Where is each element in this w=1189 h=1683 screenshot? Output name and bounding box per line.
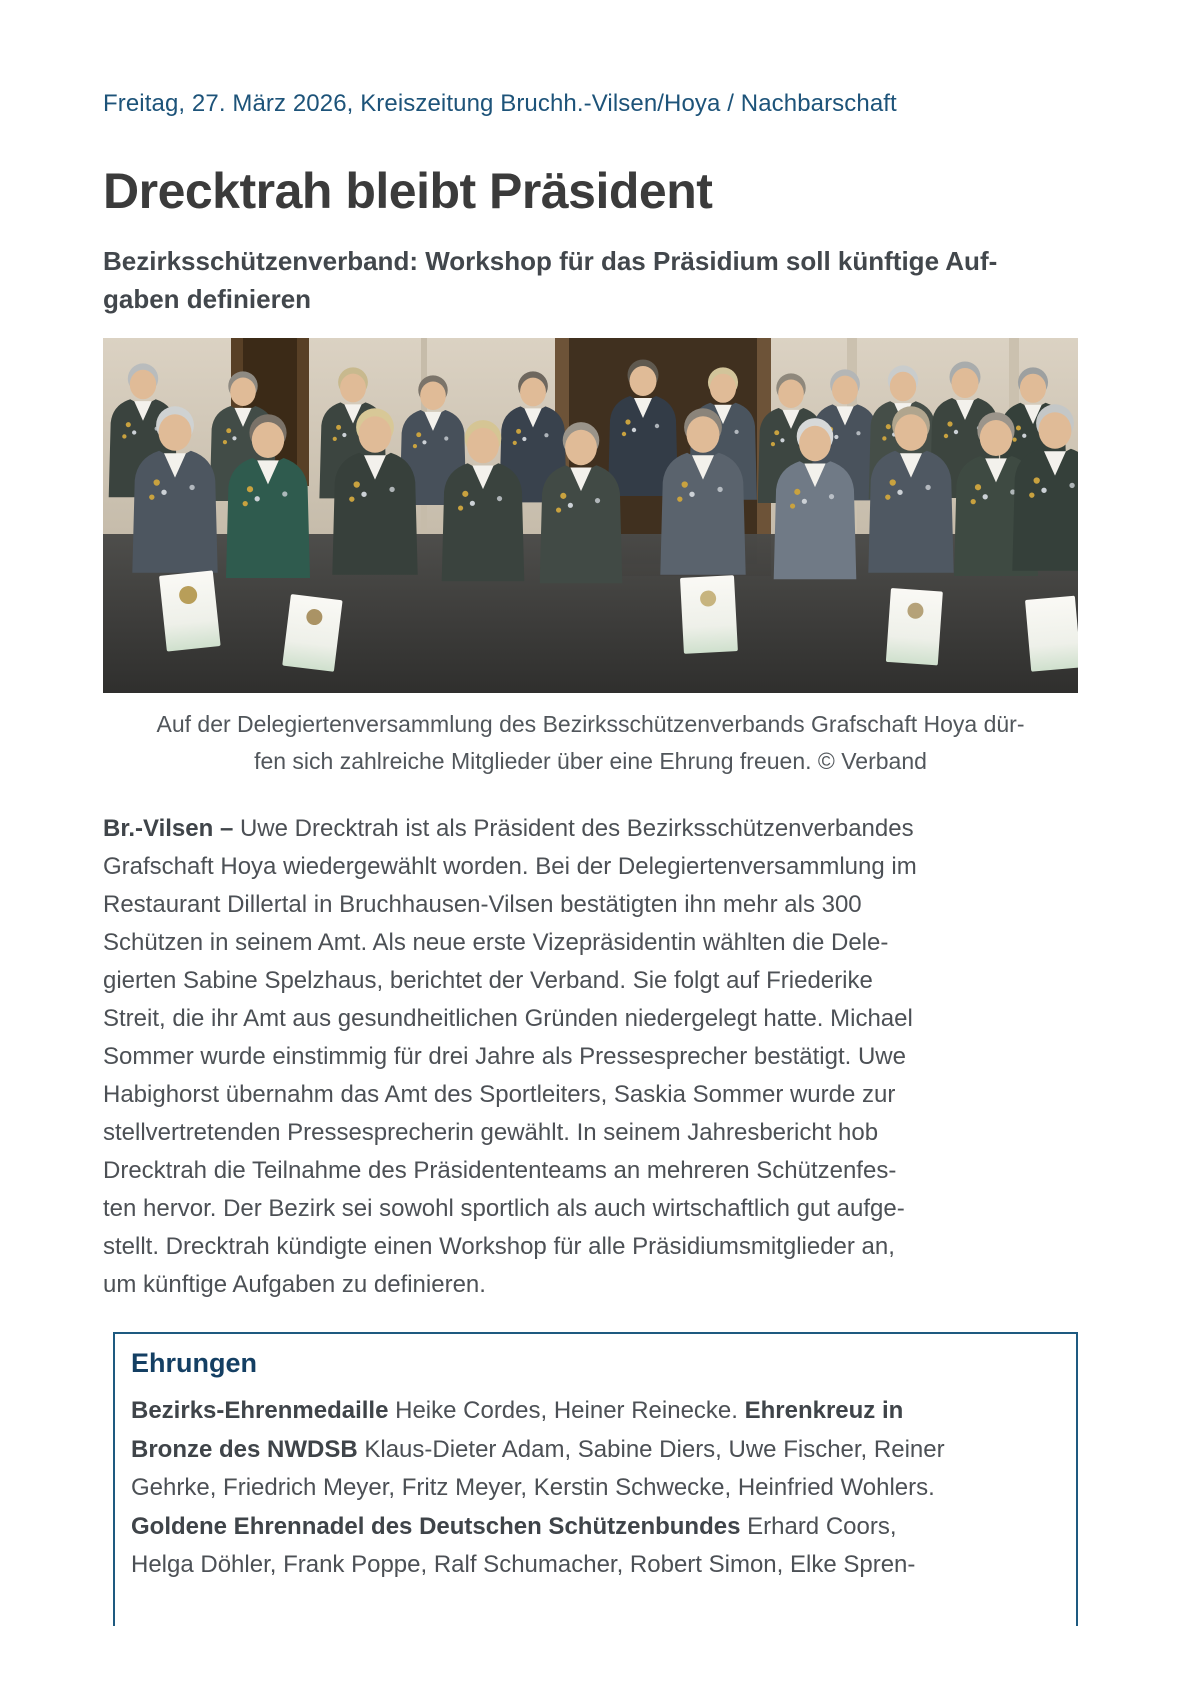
dateline: Freitag, 27. März 2026, Kreiszeitung Bruchh.-Vilsen/Hoya / Nachbarschaft (103, 90, 897, 117)
article-subheadline (103, 242, 1078, 318)
text-line: Restaurant Dillertal in Bruchhausen-Vilsen bestätigten ihn mehr als 300 (103, 891, 862, 918)
text-line: um künftige Aufgaben zu definieren. (103, 1271, 486, 1298)
text-line: stellvertretenden Pressesprecherin gewählt. In seinem Jahresbericht hob (103, 1119, 879, 1146)
text-line: stellt. Drecktrah kündigte einen Workshop für alle Präsidiumsmitglieder an, (103, 1233, 895, 1260)
text-line: gierten Sabine Spelzhaus, berichtet der Verband. Sie folgt auf Friederike (103, 967, 873, 994)
text-line: Grafschaft Hoya wiedergewählt worden. Bei der Delegiertenversammlung im (103, 853, 917, 880)
text-line: Bezirksschützenverband: Workshop für das Präsidium soll künftige Auf- (103, 246, 998, 276)
text-line: Helga Döhler, Frank Poppe, Ralf Schumacher, Robert Simon, Elke Spren- (131, 1551, 916, 1578)
honors-box-body (131, 1392, 1056, 1585)
text-line: gaben definieren (103, 284, 312, 314)
text-line: Drecktrah die Teilnahme des Präsidententeams an mehreren Schützenfes- (103, 1157, 897, 1184)
text-line: Goldene Ehrennadel des Deutschen Schützenbundes Erhard Coors, (131, 1512, 897, 1540)
text-line: Schützen in seinem Amt. Als neue erste Vizepräsidentin wählten die Dele- (103, 929, 889, 956)
text-line: Auf der Delegiertenversammlung des Bezirksschützenverbands Grafschaft Hoya dür- (156, 711, 1025, 737)
article-photo (103, 338, 1078, 693)
text-line: fen sich zahlreiche Mitglieder über eine Ehrung freuen. © Verband (254, 748, 927, 774)
photo-caption (103, 706, 1078, 780)
text-line: Habighorst übernahm das Amt des Sportleiters, Saskia Sommer wurde zur (103, 1081, 896, 1108)
text-line: Streit, die ihr Amt aus gesundheitlichen Gründen niedergelegt hatte. Michael (103, 1005, 913, 1032)
text-line: Bezirks-Ehrenmedaille Heike Cordes, Heiner Reinecke. Ehrenkreuz in (131, 1397, 904, 1424)
text-line: Bronze des NWDSB Klaus-Dieter Adam, Sabine Diers, Uwe Fischer, Reiner (131, 1435, 945, 1463)
honors-box-title: Ehrungen (131, 1348, 257, 1378)
text-line: ten hervor. Der Bezirk sei sowohl sportlich als auch wirtschaftlich gut aufge- (103, 1195, 905, 1222)
text-line: Gehrke, Friedrich Meyer, Fritz Meyer, Kerstin Schwecke, Heinfried Wohlers. (131, 1474, 935, 1501)
group-photo-illustration (103, 338, 1078, 693)
honors-box (113, 1332, 1078, 1626)
text-line: Br.-Vilsen – Uwe Drecktrah ist als Präsident des Bezirksschützenverbandes (103, 815, 914, 842)
article-headline: Drecktrah bleibt Präsident (103, 163, 713, 219)
text-line: Sommer wurde einstimmig für drei Jahre als Pressesprecher bestätigt. Uwe (103, 1043, 906, 1070)
article-body (103, 810, 1078, 1304)
